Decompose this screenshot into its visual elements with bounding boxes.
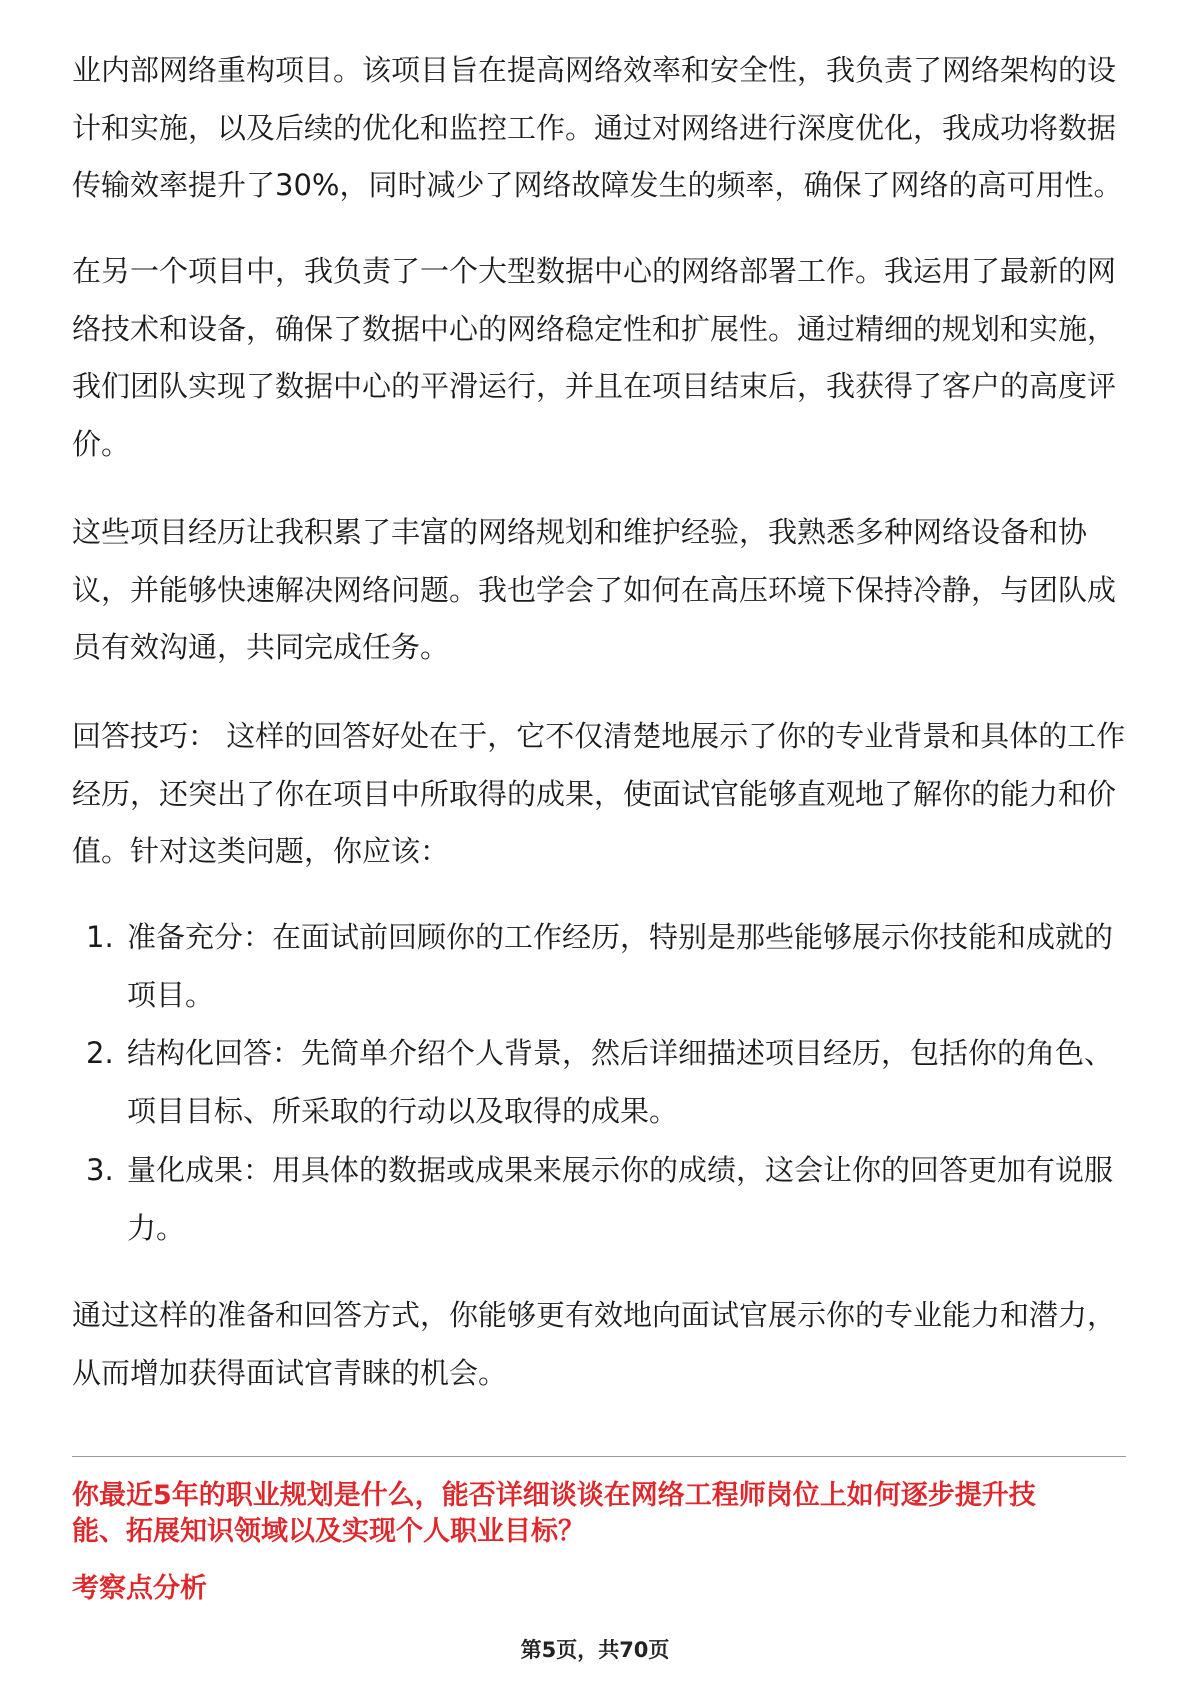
- paragraph-line: 值。针对这类问题，你应该：: [72, 834, 450, 868]
- paragraph-line: 员有效沟通，共同完成任务。: [72, 630, 450, 664]
- paragraph-datacenter-project: [72, 243, 1116, 473]
- paragraph-answer-tips: [72, 708, 1125, 881]
- paragraph-line: 这些项目经历让我积累了丰富的网络规划和维护经验，我熟悉多种网络设备和协: [72, 515, 1088, 549]
- paragraph-line: 计和实施，以及后续的优化和监控工作。通过对网络进行深度优化，我成功将数据: [72, 110, 1117, 145]
- list-item: [72, 909, 1113, 1024]
- list-item-line: 结构化回答：先简单介绍个人背景，然后详细描述项目经历，包括你的角色、: [127, 1036, 1114, 1070]
- list-number: 1.: [86, 920, 114, 954]
- list-number: 3.: [86, 1153, 114, 1187]
- paragraph-line: 回答技巧： 这样的回答好处在于，它不仅清楚地展示了你的专业背景和具体的工作: [72, 719, 1126, 753]
- list-item: [72, 1025, 1113, 1140]
- paragraph-conclusion: [72, 1287, 1116, 1402]
- paragraph-line: 通过这样的准备和回答方式，你能够更有效地向面试官展示你的专业能力和潜力，: [72, 1298, 1117, 1332]
- list-item-line: 项目目标、所采取的行动以及取得的成果。: [127, 1093, 679, 1128]
- analysis-subheading: 考察点分析: [72, 1573, 207, 1604]
- page-number-footer: 第5页，共70页: [520, 1638, 670, 1662]
- paragraph-project-restructure: [72, 42, 1122, 215]
- list-item: [72, 1142, 1113, 1257]
- list-item-line: 项目。: [127, 977, 215, 1012]
- paragraph-line: 经历，还突出了你在项目中所取得的成果，使面试官能够直观地了解你的能力和价: [72, 776, 1117, 811]
- interview-question-heading: [72, 1478, 1036, 1550]
- paragraph-line: 价。: [72, 426, 131, 461]
- paragraph-line: 络技术和设备，确保了数据中心的网络稳定性和扩展性。通过精细的规划和实施，: [72, 311, 1117, 346]
- paragraph-line: 业内部网络重构项目。该项目旨在提高网络效率和安全性，我负责了网络架构的设: [72, 53, 1117, 87]
- list-number: 2.: [86, 1036, 114, 1070]
- list-item-line: 准备充分：在面试前回顾你的工作经历，特别是那些能够展示你技能和成就的: [127, 920, 1114, 954]
- paragraph-line: 在另一个项目中，我负责了一个大型数据中心的网络部署工作。我运用了最新的网: [72, 254, 1117, 288]
- paragraph-line: 传输效率提升了30%，同时减少了网络故障发生的频率，确保了网络的高可用性。: [72, 168, 1123, 202]
- paragraph-experience-summary: [72, 504, 1116, 677]
- list-item-line: 量化成果：用具体的数据或成果来展示你的成绩，这会让你的回答更加有说服: [127, 1153, 1114, 1187]
- list-item-line: 力。: [127, 1210, 186, 1245]
- paragraph-line: 从而增加获得面试官青睐的机会。: [72, 1355, 508, 1390]
- question-line: 你最近5年的职业规划是什么，能否详细谈谈在网络工程师岗位上如何逐步提升技: [72, 1480, 1036, 1511]
- paragraph-line: 议，并能够快速解决网络问题。我也学会了如何在高压环境下保持冷静，与团队成: [72, 572, 1117, 607]
- question-line: 能、拓展知识领域以及实现个人职业目标？: [72, 1516, 585, 1547]
- paragraph-line: 我们团队实现了数据中心的平滑运行，并且在项目结束后，我获得了客户的高度评: [72, 369, 1117, 403]
- section-divider: [72, 1456, 1126, 1457]
